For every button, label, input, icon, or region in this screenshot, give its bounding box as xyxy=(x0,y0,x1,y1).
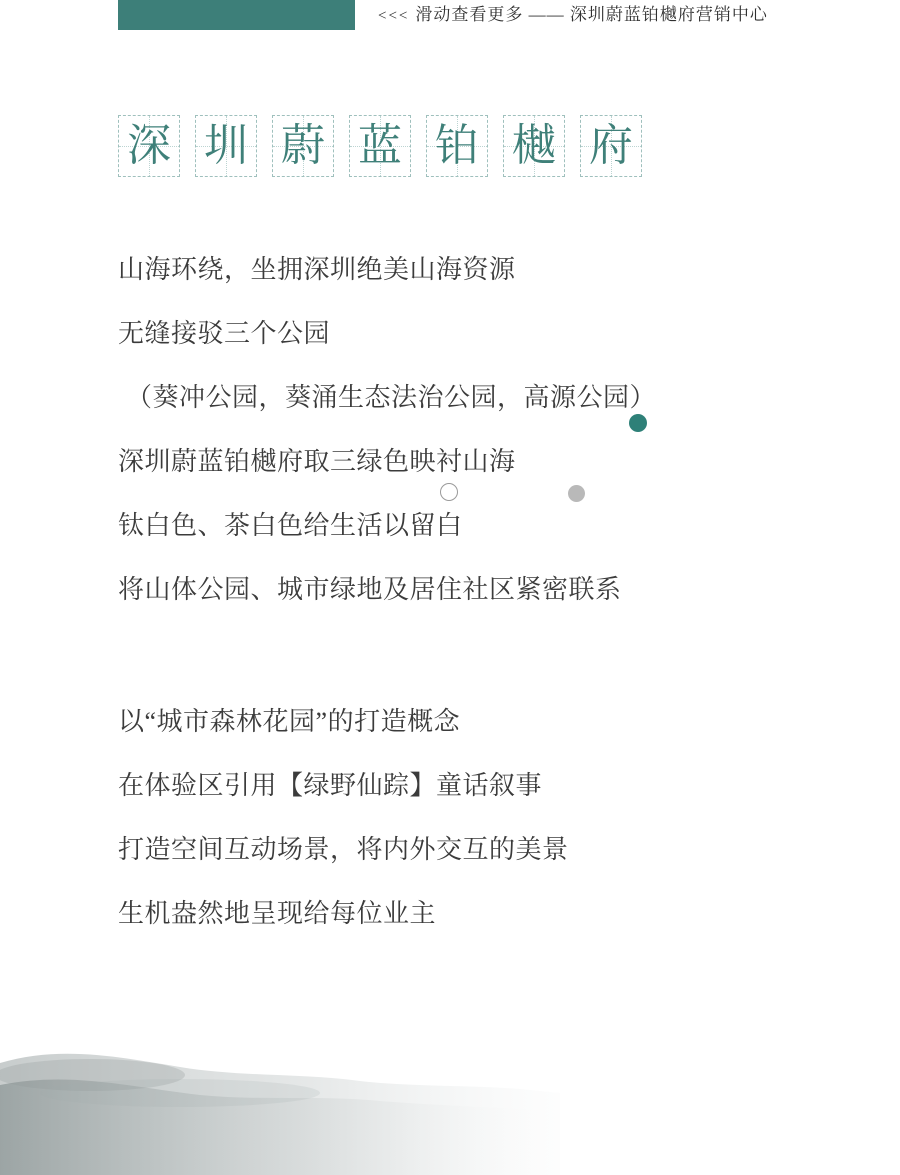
title-glyph-box xyxy=(503,115,565,177)
title-char: 深 xyxy=(127,121,171,170)
body-line: 将山体公园、城市绿地及居住社区紧密联系 xyxy=(118,575,622,604)
body-line: 无缝接驳三个公园 xyxy=(118,319,331,348)
title-glyph-box xyxy=(349,115,411,177)
page-title xyxy=(118,115,642,177)
body-line: 以“城市森林花园”的打造概念 xyxy=(118,707,461,736)
teal-dot-decoration xyxy=(629,414,647,432)
paragraph-block-one xyxy=(118,238,838,622)
title-char: 铂 xyxy=(435,121,479,170)
body-line: 生机盎然地呈现给每位业主 xyxy=(118,899,437,928)
title-char: 樾 xyxy=(512,121,556,170)
body-line: （葵冲公园，葵涌生态法治公园，高源公园） xyxy=(126,383,657,412)
banner-caption: 滑动查看更多 —— 深圳蔚蓝铂樾府营销中心 xyxy=(415,5,768,24)
banner-color-block xyxy=(118,0,355,30)
body-line: 打造空间互动场景，将内外交互的美景 xyxy=(118,835,569,864)
ring-dot-decoration xyxy=(440,483,458,501)
body-line: 在体验区引用【绿野仙踪】童话叙事 xyxy=(118,771,543,800)
title-glyph-box xyxy=(272,115,334,177)
title-glyph-box xyxy=(118,115,180,177)
title-glyph-box xyxy=(426,115,488,177)
title-glyph-box xyxy=(195,115,257,177)
body-line: 山海环绕，坐拥深圳绝美山海资源 xyxy=(118,255,516,284)
ink-wash-decoration xyxy=(0,1015,560,1175)
gray-dot-decoration xyxy=(568,485,585,502)
paragraph-block-two xyxy=(118,690,838,946)
title-char: 圳 xyxy=(204,121,248,170)
top-banner xyxy=(0,0,900,34)
swipe-arrows-icon: <<< xyxy=(378,8,410,24)
banner-text-group xyxy=(378,0,768,30)
title-char: 蓝 xyxy=(358,121,402,170)
body-line: 深圳蔚蓝铂樾府取三绿色映衬山海 xyxy=(118,447,516,476)
title-glyph-box xyxy=(580,115,642,177)
title-char: 蔚 xyxy=(281,121,325,170)
body-line: 钛白色、茶白色给生活以留白 xyxy=(118,511,463,540)
title-char: 府 xyxy=(589,121,633,170)
